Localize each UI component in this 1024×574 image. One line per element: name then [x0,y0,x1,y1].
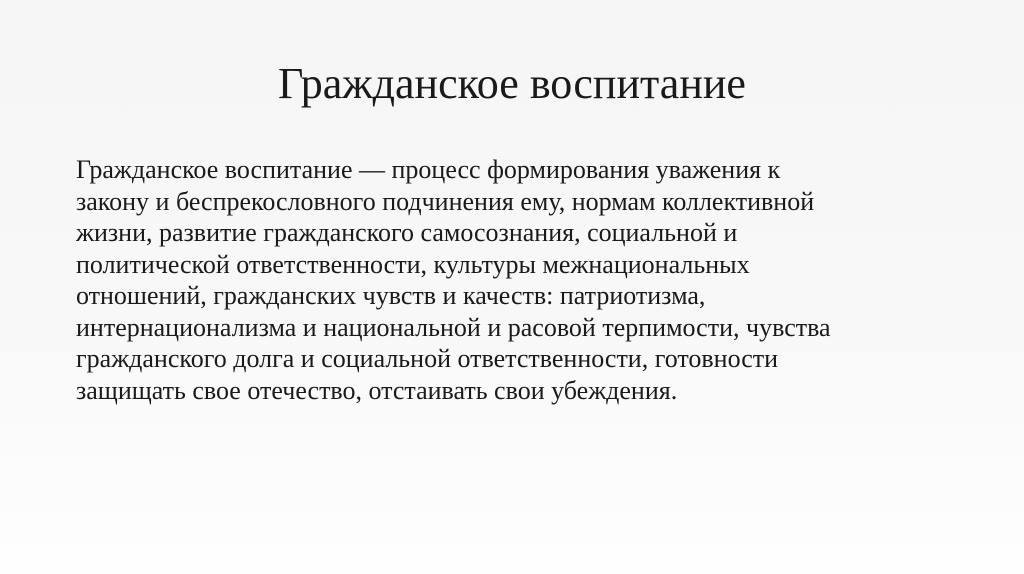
body-line: защищать свое отечество, отстаивать свои убеждения. [76,375,678,405]
body-line: Гражданское воспитание — процесс формирования уважения к [76,155,781,184]
body-line: закону и беспрекословного подчинения ему, нормам коллективной [76,186,815,216]
body-line: интернационализма и национальной и расовой терпимости, чувства [76,312,831,342]
body-line: гражданского долга и социальной ответственности, готовности [76,344,779,373]
body-line: политической ответственности, культуры межнациональных [76,249,750,279]
body-line: жизни, развитие гражданского самосознания, социальной и [76,218,738,247]
body-line: отношений, гражданских чувств и качеств: патриотизма, [76,281,706,310]
slide-body-text [76,154,976,406]
slide-title: Гражданское воспитание [278,59,746,108]
